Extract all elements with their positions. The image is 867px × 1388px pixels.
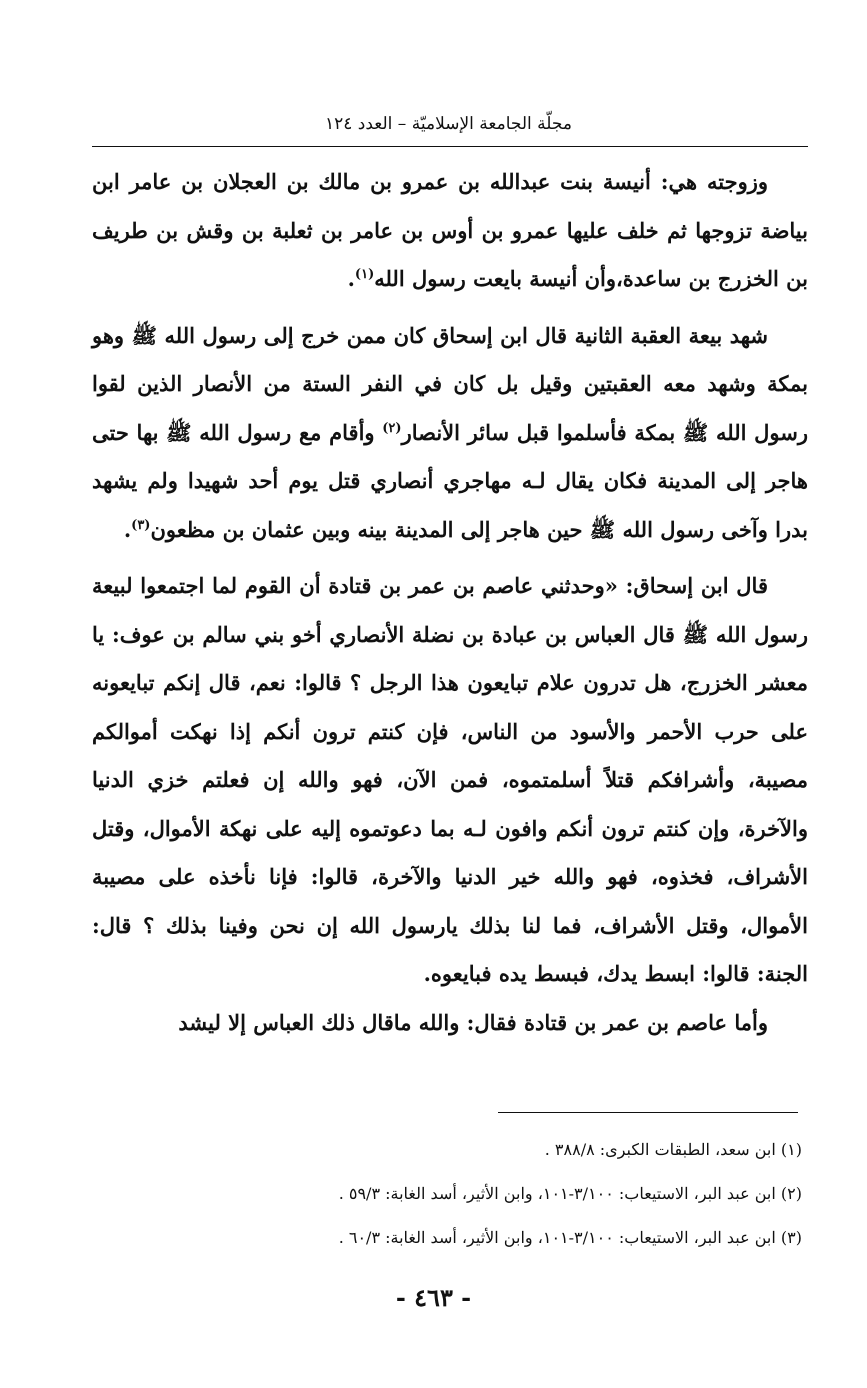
paragraph-2-text-b: وأقام مع رسول الله ﷺ بها حتى هاجر إلى المدينة فكان يقال لـه مهاجري أنصاري قتل يوم أحد شهيدا ولم يشهد بدرا وآخى رسول الله ﷺ حين هاجر إلى المدينة بينه وبين عثمان بن مظعون [92, 419, 808, 542]
paragraph-1-text: وزوجته هي: أنيسة بنت عبدالله بن عمرو بن مالك بن العجلان بن عامر ابن بياضة تزوجها ثم خلف عليها عمرو بن أوس بن عامر بن ثعلبة بن وقش بن طريف بن الخزرج بن ساعدة،وأن أنيسة بايعت رسول الله [92, 169, 808, 291]
footnote-2: (٢) ابن عبد البر، الاستيعاب: ٣/١٠٠-١٠١، وابن الأثير، أسد الغابة: ٥٩/٣ . [338, 1184, 802, 1203]
footnote-1: (١) ابن سعد، الطبقات الكبرى: ٣٨٨/٨ . [544, 1140, 802, 1159]
paragraph-1 [92, 158, 808, 304]
footnote-divider [498, 1112, 798, 1113]
footnote-3: (٣) ابن عبد البر، الاستيعاب: ٣/١٠٠-١٠١، وابن الأثير، أسد الغابة: ٦٠/٣ . [338, 1228, 802, 1247]
footnote-ref-2[interactable]: (٢) [382, 420, 402, 436]
paragraph-2-end: . [123, 516, 132, 542]
paragraph-4-text: وأما عاصم بن عمر بن قتادة فقال: والله ماقال ذلك العباس إلا ليشد [178, 1009, 768, 1035]
paragraph-3-text: قال ابن إسحاق: «وحدثني عاصم بن عمر بن قتادة أن القوم لما اجتمعوا لبيعة رسول الله ﷺ قال العباس بن عبادة بن نضلة الأنصاري أخو بني سالم بن عوف: يا معشر الخزرج، هل تدرون علام تبايعون هذا الرجل ؟ قالوا: نعم، قال إنكم تبايعونه على حرب الأحمر والأسود من الناس، فإن كنتم ترون أنكم إذا نهكت أموالكم مصيبة، وأشرافكم قتلاً أسلمتموه، فمن الآن، فهو والله إن فعلتم خزي الدنيا والآخرة، وإن كنتم ترون أنكم وافون لـه بما دعوتموه إليه على نهكة الأموال، وقتل الأشراف، فخذوه، فهو والله خير الدنيا والآخرة، قالوا: فإنا نأخذه على مصيبة الأموال، وقتل الأشراف، فما لنا بذلك يارسول الله إن نحن وفينا بذلك ؟ قال: الجنة: قالوا: ابسط يدك، فبسط يده فبايعوه. [92, 573, 808, 986]
footnote-ref-3[interactable]: (٣) [131, 517, 151, 533]
paragraph-4 [92, 999, 808, 1048]
paragraph-3 [92, 562, 808, 999]
main-text [92, 158, 808, 1047]
paragraph-2-text-a: شهد بيعة العقبة الثانية قال ابن إسحاق كان ممن خرج إلى رسول الله ﷺ وهو بمكة وشهد معه العقبتين وقيل بل كان في النفر الستة من الأنصار الذين لقوا رسول الله ﷺ بمكة فأسلموا قبل سائر الأنصار [92, 322, 808, 445]
page-number: - ٤٦٣ - [395, 1283, 472, 1312]
paragraph-2 [92, 312, 808, 555]
running-header: مجلّة الجامعة الإسلاميّة – العدد ١٢٤ [325, 114, 572, 134]
footnotes [110, 1128, 802, 1260]
paragraph-1-end: . [347, 266, 355, 291]
header-divider [92, 146, 808, 147]
footnote-ref-1[interactable]: (١) [354, 267, 375, 282]
